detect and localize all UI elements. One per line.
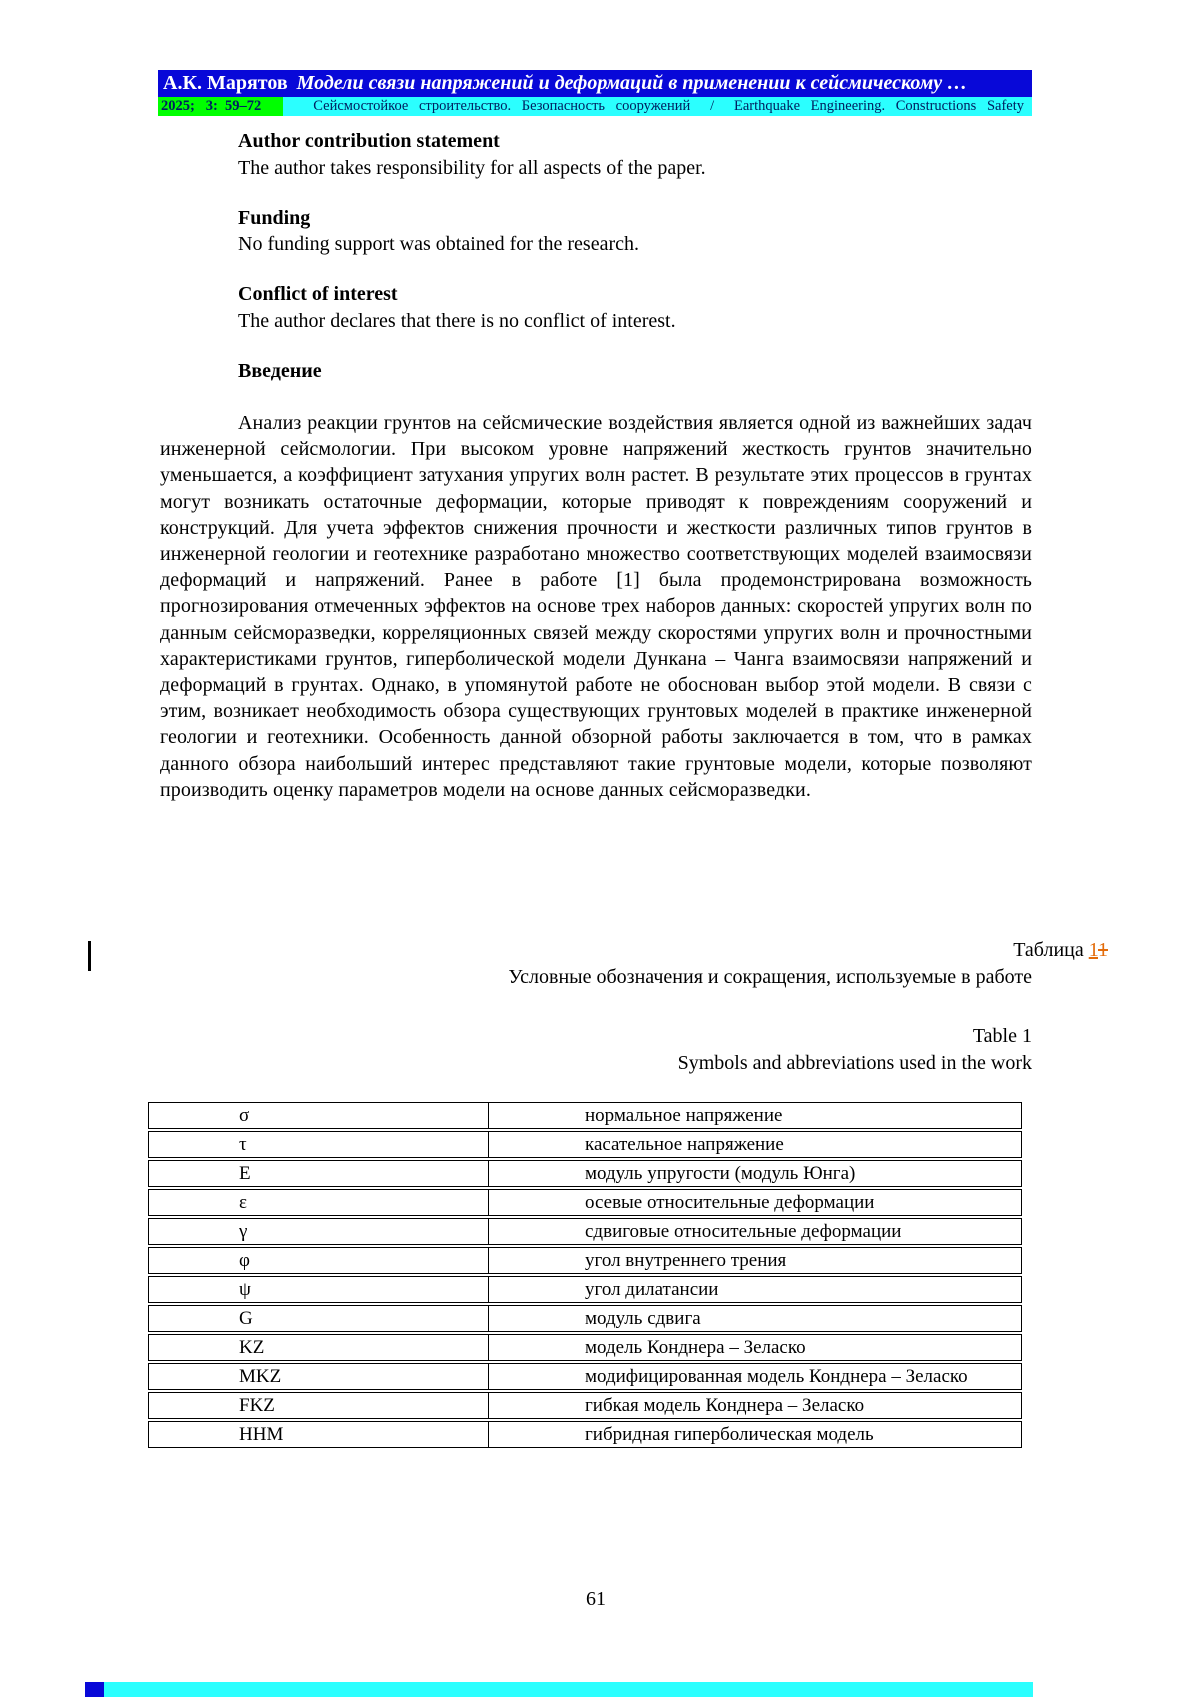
table-cell-description: модель Конднера – Зеласко bbox=[585, 1336, 806, 1358]
running-header-banner bbox=[158, 70, 1032, 97]
journal-title-en: Earthquake Engineering. Constructions Safety bbox=[734, 98, 1024, 114]
table-caption-ru-title: Условные обозначения и сокращения, используемые в работе bbox=[508, 966, 1032, 988]
table-cell-description: угол дилатансии bbox=[585, 1278, 719, 1300]
table-cell-description: осевые относительные деформации bbox=[585, 1191, 875, 1213]
table-cell-description: нормальное напряжение bbox=[585, 1104, 783, 1126]
running-header-strip bbox=[158, 97, 1032, 116]
table-caption-en-label: Table 1 bbox=[972, 1025, 1032, 1047]
section-heading-introduction: Введение bbox=[238, 360, 322, 382]
table-cell-symbol: FKZ bbox=[149, 1393, 489, 1418]
table-caption-en-title: Symbols and abbreviations used in the work bbox=[677, 1052, 1032, 1074]
table-row bbox=[148, 1334, 1022, 1361]
tracked-change-bar bbox=[88, 941, 91, 971]
table-cell-description: угол внутреннего трения bbox=[585, 1249, 787, 1271]
table-cell-description: модуль сдвига bbox=[585, 1307, 701, 1329]
section-heading-funding: Funding bbox=[238, 207, 311, 229]
next-page-banner-fragment bbox=[85, 1682, 104, 1697]
header-article-title: Модели связи напряжений и деформаций в применении к сейсмическому … bbox=[296, 72, 968, 94]
table-row bbox=[148, 1131, 1022, 1158]
table-cell-symbol: γ bbox=[149, 1219, 489, 1244]
header-author: А.К. Марятов bbox=[163, 72, 288, 94]
table-cell-symbol: φ bbox=[149, 1248, 489, 1273]
table-cell-description: модифицированная модель Конднера – Зеласко bbox=[585, 1365, 968, 1387]
journal-title-separator: / bbox=[710, 98, 715, 114]
next-page-strip-fragment bbox=[104, 1682, 1033, 1697]
table-cell-description: модуль упругости (модуль Юнга) bbox=[585, 1162, 856, 1184]
section-heading-author-contribution: Author contribution statement bbox=[238, 130, 500, 152]
table-cell-description: касательное напряжение bbox=[585, 1133, 784, 1155]
table-cell-symbol: σ bbox=[149, 1103, 489, 1128]
table-row bbox=[148, 1160, 1022, 1187]
table-cell-symbol: ψ bbox=[149, 1277, 489, 1302]
section-heading-conflict: Conflict of interest bbox=[238, 283, 398, 305]
table-row bbox=[148, 1363, 1022, 1390]
table-row bbox=[148, 1218, 1022, 1245]
section-body-author-contribution: The author takes responsibility for all aspects of the paper. bbox=[238, 157, 706, 179]
issue-badge: 2025; 3: 59–72 bbox=[158, 97, 283, 116]
journal-title-ru: Сейсмостойкое строительство. Безопасность сооружений bbox=[313, 98, 691, 114]
table-row bbox=[148, 1276, 1022, 1303]
table-cell-description: гибридная гиперболическая модель bbox=[585, 1423, 874, 1445]
symbols-table bbox=[148, 1102, 1022, 1448]
introduction-paragraph: Анализ реакции грунтов на сейсмические воздействия является одной из важнейших задач инженерной сейсмологии. При высоком уровне напряжений жесткость грунтов значительно уменьшается, а коэффициент затухания упругих волн растет. В результате этих процессов в грунтах могут возникать остаточные деформации, которые приводят к повреждениям сооружений и конструкций. Для учета эффектов снижения прочности и жесткости различных типов грунтов в инженерной геологии и геотехнике разработано множество соответствующих моделей взаимосвязи деформаций и напряжений. Ранее в работе [1] была продемонстрирована возможность прогнозирования отмеченных эффектов на основе трех наборов данных: скоростей упругих волн по данным сейсморазведки, корреляционных связей между скоростями упругих волн и прочностными характеристиками грунтов, гиперболической модели Дункана – Чанга взаимосвязи напряжений и деформаций в грунтах. Однако, в упомянутой работе не обоснован выбор этой модели. В связи с этим, возникает необходимость обзора существующих грунтовых моделей в практике инженерной геологии и геотехники. Особенность данной обзорной работы заключается в том, что в рамках данного обзора наибольший интерес представляют такие грунтовые модели, которые позволяют производить оценку параметров модели на основе данных сейсморазведки. bbox=[160, 412, 1032, 801]
table-row bbox=[148, 1102, 1022, 1129]
table-caption-ru-label: Таблица bbox=[1013, 939, 1089, 961]
table-cell-symbol: τ bbox=[149, 1132, 489, 1157]
section-body-conflict: The author declares that there is no conflict of interest. bbox=[238, 310, 676, 332]
table-number-inserted: 1 bbox=[1088, 939, 1098, 961]
table-cell-description: гибкая модель Конднера – Зеласко bbox=[585, 1394, 865, 1416]
table-caption-ru-label-line bbox=[160, 939, 1108, 962]
table-row bbox=[148, 1392, 1022, 1419]
table-cell-symbol: HHM bbox=[149, 1422, 489, 1447]
journal-title-line bbox=[283, 98, 1032, 115]
table-cell-symbol: MKZ bbox=[149, 1364, 489, 1389]
table-cell-symbol: E bbox=[149, 1161, 489, 1186]
table-row bbox=[148, 1421, 1022, 1448]
table-cell-description: сдвиговые относительные деформации bbox=[585, 1220, 902, 1242]
table-row bbox=[148, 1305, 1022, 1332]
page-number: 61 bbox=[586, 1588, 606, 1610]
table-cell-symbol: G bbox=[149, 1306, 489, 1331]
table-cell-symbol: KZ bbox=[149, 1335, 489, 1360]
table-row bbox=[148, 1247, 1022, 1274]
section-body-funding: No funding support was obtained for the research. bbox=[238, 233, 639, 255]
table-cell-symbol: ε bbox=[149, 1190, 489, 1215]
table-number-deleted: 1 bbox=[1098, 939, 1108, 961]
table-row bbox=[148, 1189, 1022, 1216]
